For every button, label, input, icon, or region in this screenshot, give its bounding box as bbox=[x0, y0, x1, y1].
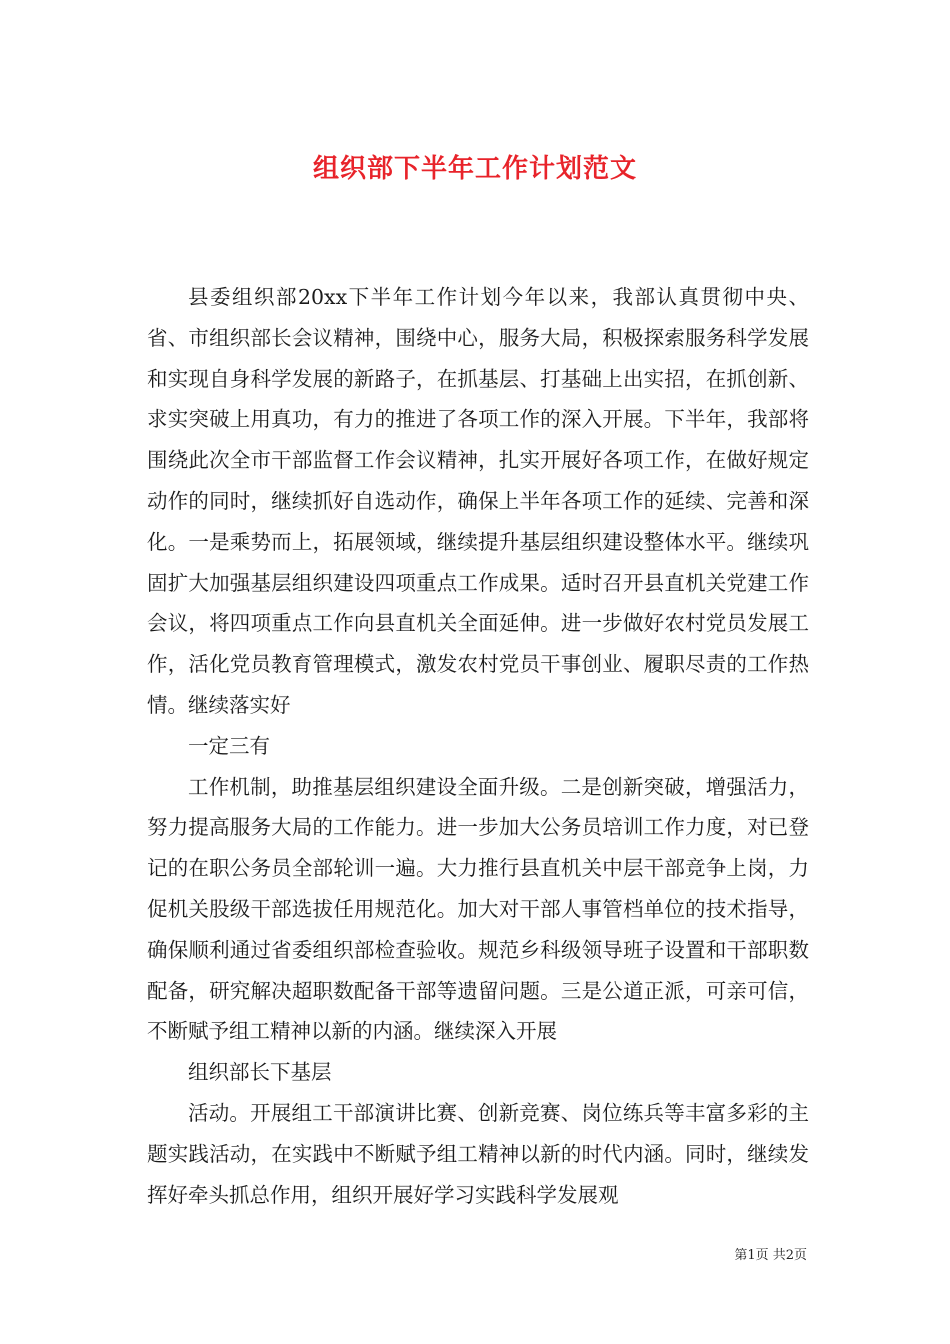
paragraph: 一定三有 bbox=[188, 733, 270, 758]
page-number-footer: 第1页 共2页 bbox=[734, 1248, 807, 1263]
paragraph: 组织部长下基层 bbox=[188, 1060, 332, 1085]
paragraph: 工作机制，助推基层组织建设全面升级。二是创新突破，增强活力，努力提高服务大局的工作能力。进一步加大公务员培训工作力度，对已登记的在职公务员全部轮训一遍。大力推行县直机关中层干部竞争上岗，力促机关股级干部选拔任用规范化。加大对干部人事管档单位的技术指导，确保顺利通过省委组织部检查验收。规范乡科级领导班子设置和干部职数配备，研究解决超职数配备干部等遗留问题。三是公道正派，可亲可信，不断赋予组工精神以新的内涵。继续深入开展 bbox=[147, 774, 809, 1044]
paragraph: 县委组织部20xx下半年工作计划今年以来，我部认真贯彻中央、省、市组织部长会议精神，围绕中心，服务大局，积极探索服务科学发展和实现自身科学发展的新路子，在抓基层、打基础上出实招，在抓创新、求实突破上用真功，有力的推进了各项工作的深入开展。下半年，我部将围绕此次全市干部监督工作会议精神，扎实开展好各项工作，在做好规定动作的同时，继续抓好自选动作，确保上半年各项工作的延续、完善和深化。一是乘势而上，拓展领域，继续提升基层组织建设整体水平。继续巩固扩大加强基层组织建设四项重点工作成果。适时召开县直机关党建工作会议，将四项重点工作向县直机关全面延伸。进一步做好农村党员发展工作，活化党员教育管理模式，激发农村党员干事创业、履职尽责的工作热情。继续落实好 bbox=[147, 285, 809, 717]
paragraph: 活动。开展组工干部演讲比赛、创新竞赛、岗位练兵等丰富多彩的主题实践活动，在实践中不断赋予组工精神以新的时代内涵。同时，继续发挥好牵头抓总作用，组织开展好学习实践科学发展观 bbox=[147, 1100, 809, 1207]
document-body bbox=[147, 277, 809, 1215]
document-title: 组织部下半年工作计划范文 bbox=[312, 154, 637, 185]
